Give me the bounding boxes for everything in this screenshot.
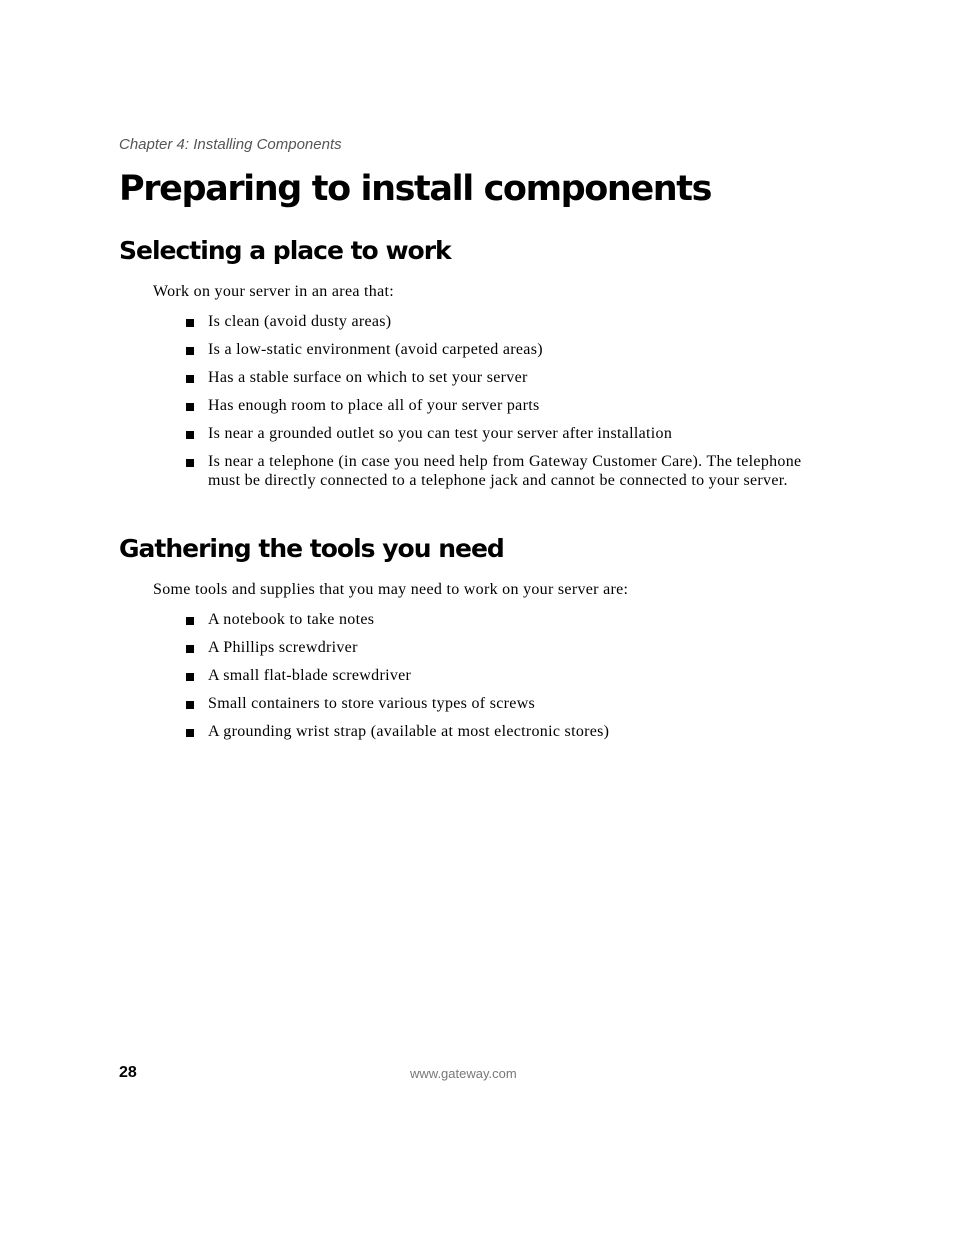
list-item bbox=[186, 611, 816, 630]
square-bullet-icon bbox=[186, 729, 194, 737]
square-bullet-icon bbox=[186, 375, 194, 383]
page-title: Preparing to install components bbox=[119, 169, 712, 209]
square-bullet-icon bbox=[186, 459, 194, 467]
section-intro: Work on your server in an area that: bbox=[153, 283, 394, 300]
list-item-text: A grounding wrist strap (available at most electronic stores) bbox=[208, 723, 610, 740]
list-item bbox=[186, 695, 816, 714]
list-item bbox=[186, 313, 816, 332]
list-item-text: A Phillips screwdriver bbox=[208, 639, 358, 656]
tools-list bbox=[186, 611, 816, 751]
list-item bbox=[186, 341, 816, 360]
list-item bbox=[186, 667, 816, 686]
list-item bbox=[186, 453, 816, 490]
list-item bbox=[186, 369, 816, 388]
square-bullet-icon bbox=[186, 673, 194, 681]
square-bullet-icon bbox=[186, 645, 194, 653]
page-number: 28 bbox=[119, 1064, 137, 1081]
square-bullet-icon bbox=[186, 617, 194, 625]
list-item bbox=[186, 723, 816, 742]
list-item-text: Is near a grounded outlet so you can test your server after installation bbox=[208, 425, 673, 442]
list-item-text: Is clean (avoid dusty areas) bbox=[208, 313, 392, 330]
list-item-text: Is a low-static environment (avoid carpeted areas) bbox=[208, 341, 543, 358]
square-bullet-icon bbox=[186, 403, 194, 411]
section-intro: Some tools and supplies that you may need to work on your server are: bbox=[153, 581, 629, 598]
list-item-text: Is near a telephone (in case you need help from Gateway Customer Care). The telephone must be directly connected to a telephone jack and cannot be connected to your server. bbox=[208, 453, 802, 489]
list-item bbox=[186, 397, 816, 416]
list-item-text: Has enough room to place all of your server parts bbox=[208, 397, 540, 414]
chapter-running-head: Chapter 4: Installing Components bbox=[119, 136, 342, 153]
square-bullet-icon bbox=[186, 701, 194, 709]
list-item bbox=[186, 425, 816, 444]
list-item-text: Has a stable surface on which to set your server bbox=[208, 369, 528, 386]
section-heading-selecting-place: Selecting a place to work bbox=[119, 236, 451, 265]
square-bullet-icon bbox=[186, 319, 194, 327]
list-item-text: Small containers to store various types of screws bbox=[208, 695, 536, 712]
section-heading-gathering-tools: Gathering the tools you need bbox=[119, 534, 504, 563]
list-item bbox=[186, 639, 816, 658]
square-bullet-icon bbox=[186, 431, 194, 439]
footer-url: www.gateway.com bbox=[410, 1066, 517, 1081]
workplace-requirements-list bbox=[186, 313, 816, 500]
square-bullet-icon bbox=[186, 347, 194, 355]
list-item-text: A small flat-blade screwdriver bbox=[208, 667, 412, 684]
list-item-text: A notebook to take notes bbox=[208, 611, 375, 628]
